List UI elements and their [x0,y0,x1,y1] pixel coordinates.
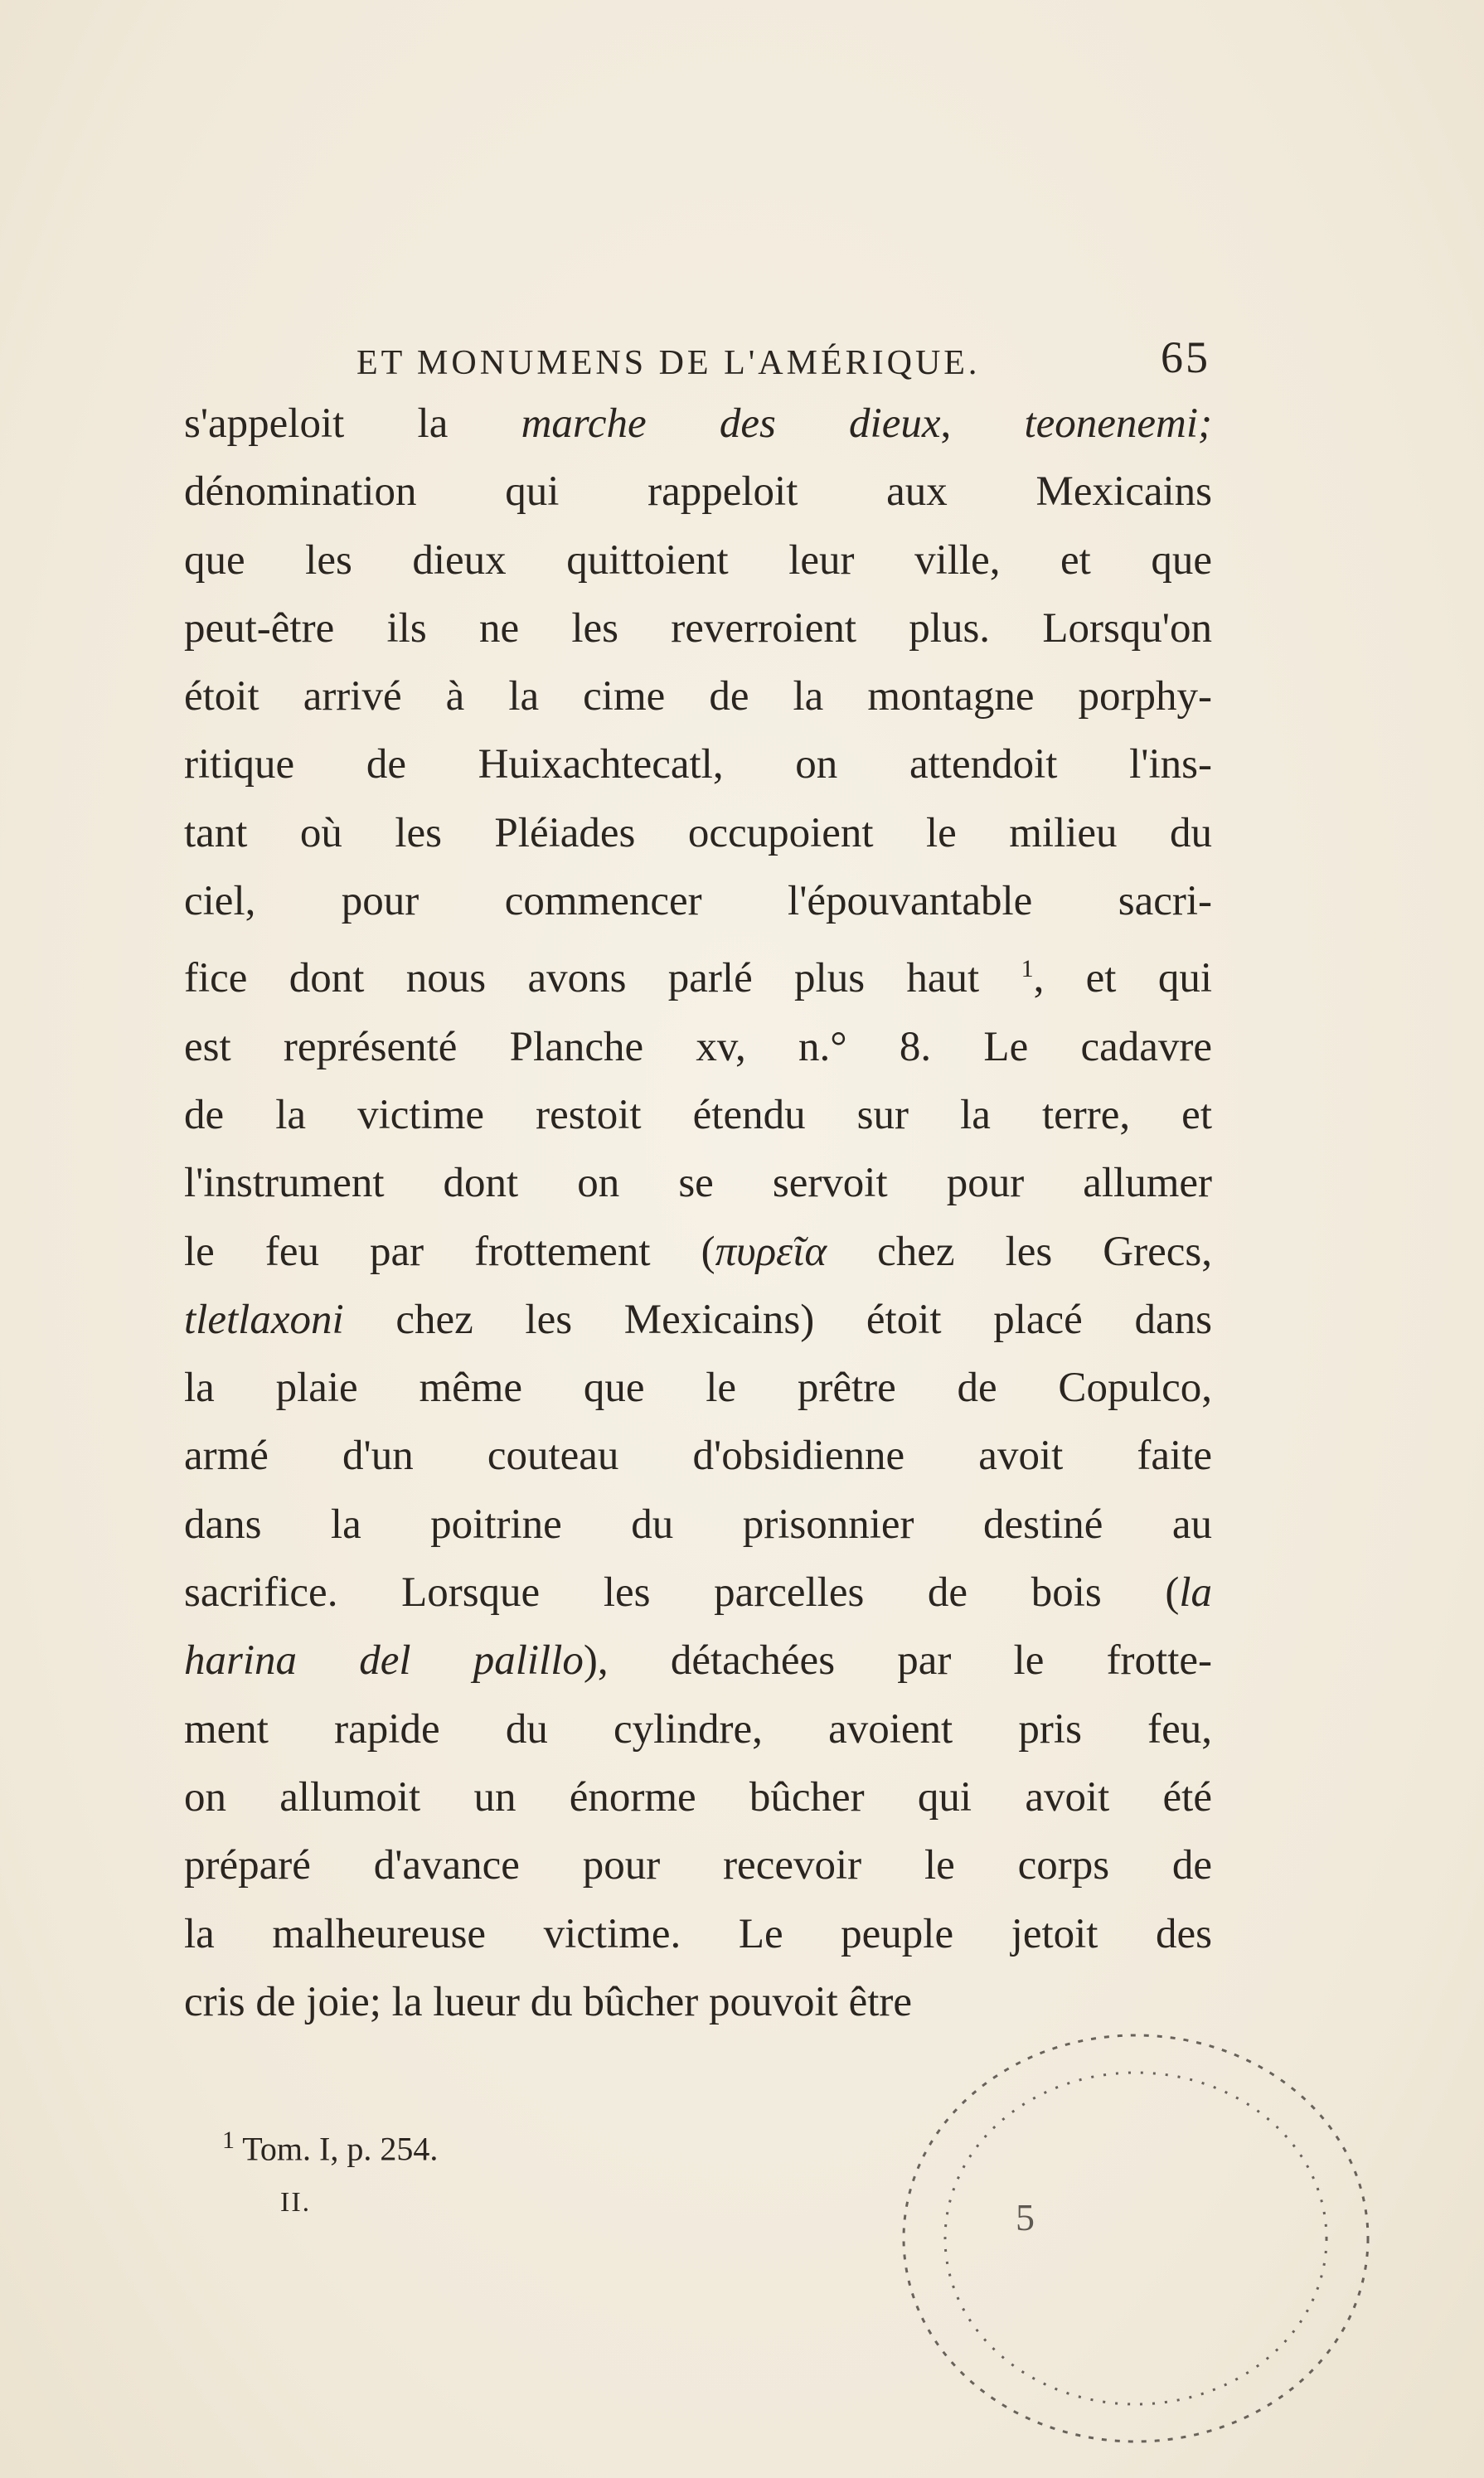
text-line [184,594,1212,662]
text-segment: ment rapide du cylindre, avoient pris feu, [184,1705,1212,1753]
text-segment: fice dont nous avons parlé plus haut [184,955,1021,1002]
text-segment: , et qui [1033,955,1212,1002]
text-line [184,935,1212,1012]
text-segment: que les dieux quittoient leur ville, et que [184,536,1212,584]
signature-mark: II. [280,2187,312,2218]
body-text [184,390,1212,2036]
text-line [184,867,1212,935]
text-segment: le feu par frottement ( [184,1228,715,1275]
text-line [184,1763,1212,1831]
text-segment: dénomination qui rappeloit aux Mexicains [184,468,1212,516]
text-segment: , [940,400,1025,447]
text-line [184,1900,1212,1968]
text-segment: tant où les Pléiades occupoient le milieu du [184,809,1212,856]
running-head: ET MONUMENS DE L'AMÉRIQUE. [356,344,981,382]
italic-segment: marche des dieux [521,400,941,447]
text-segment: la plaie même que le prêtre de Copulco, [184,1365,1212,1412]
text-line [184,458,1212,526]
text-line [184,1695,1212,1763]
text-segment: sacrifice. Lorsque les parcelles de bois ( [184,1569,1180,1617]
text-line [184,526,1212,594]
text-segment: de la victime restoit étendu sur la terre, et [184,1091,1212,1138]
footnote-reference: 1 [1021,955,1034,983]
page-header [348,332,1210,390]
text-segment: on allumoit un énorme bûcher qui avoit été [184,1773,1212,1821]
text-line [184,1013,1212,1081]
text-line [184,1627,1212,1695]
footnote-text: Tom. I, p. 254. [235,2130,439,2168]
text-line [184,1081,1212,1149]
footnote [222,2126,438,2168]
text-segment: armé d'un couteau d'obsidienne avoit faite [184,1433,1212,1480]
text-segment: dans la poitrine du prisonnier destiné au [184,1501,1212,1548]
text-line [184,1831,1212,1899]
italic-segment: la [1179,1569,1212,1617]
text-segment: ritique de Huixachtecatl, on attendoit l'ins- [184,741,1212,788]
italic-segment: teonenemi; [1024,400,1213,447]
text-line [184,390,1212,458]
text-segment: chez les Grecs, [827,1228,1212,1275]
text-segment: cris de joie; la lueur du bûcher pouvoit être [184,1978,913,2025]
italic-segment: harina del palillo [184,1637,584,1685]
library-stamp [862,2015,1393,2462]
text-segment: s'appeloit la [184,400,521,447]
text-segment: peut-être ils ne les reverroient plus. Lorsqu'on [184,604,1212,652]
text-segment: la malheureuse victime. Le peuple jetoit des [184,1910,1212,1957]
text-line [184,1422,1212,1490]
text-segment: préparé d'avance pour recevoir le corps de [184,1842,1212,1889]
italic-segment: πυρεῖα [715,1228,827,1275]
text-segment: chez les Mexicains) étoit placé dans [343,1296,1212,1343]
text-segment: ), détachées par le frotte- [583,1637,1212,1685]
text-segment: est représenté Planche xv, n.° 8. Le cadavre [184,1023,1212,1070]
page-number: 65 [1161,332,1210,382]
italic-segment: tletlaxoni [184,1296,344,1343]
text-line [184,1286,1212,1354]
text-segment: étoit arrivé à la cime de la montagne porphy- [184,673,1212,720]
text-line [184,730,1212,798]
text-line [184,1491,1212,1559]
text-line [184,1559,1212,1627]
text-line [184,1149,1212,1217]
text-segment: ciel, pour commencer l'épouvantable sacri- [184,878,1212,925]
text-line [184,799,1212,867]
text-line [184,1218,1212,1286]
text-line [184,1354,1212,1422]
stamp-number: 5 [1016,2196,1035,2238]
footnote-marker: 1 [222,2126,235,2154]
text-line [184,662,1212,730]
text-segment: l'instrument dont on se servoit pour allumer [184,1160,1212,1207]
